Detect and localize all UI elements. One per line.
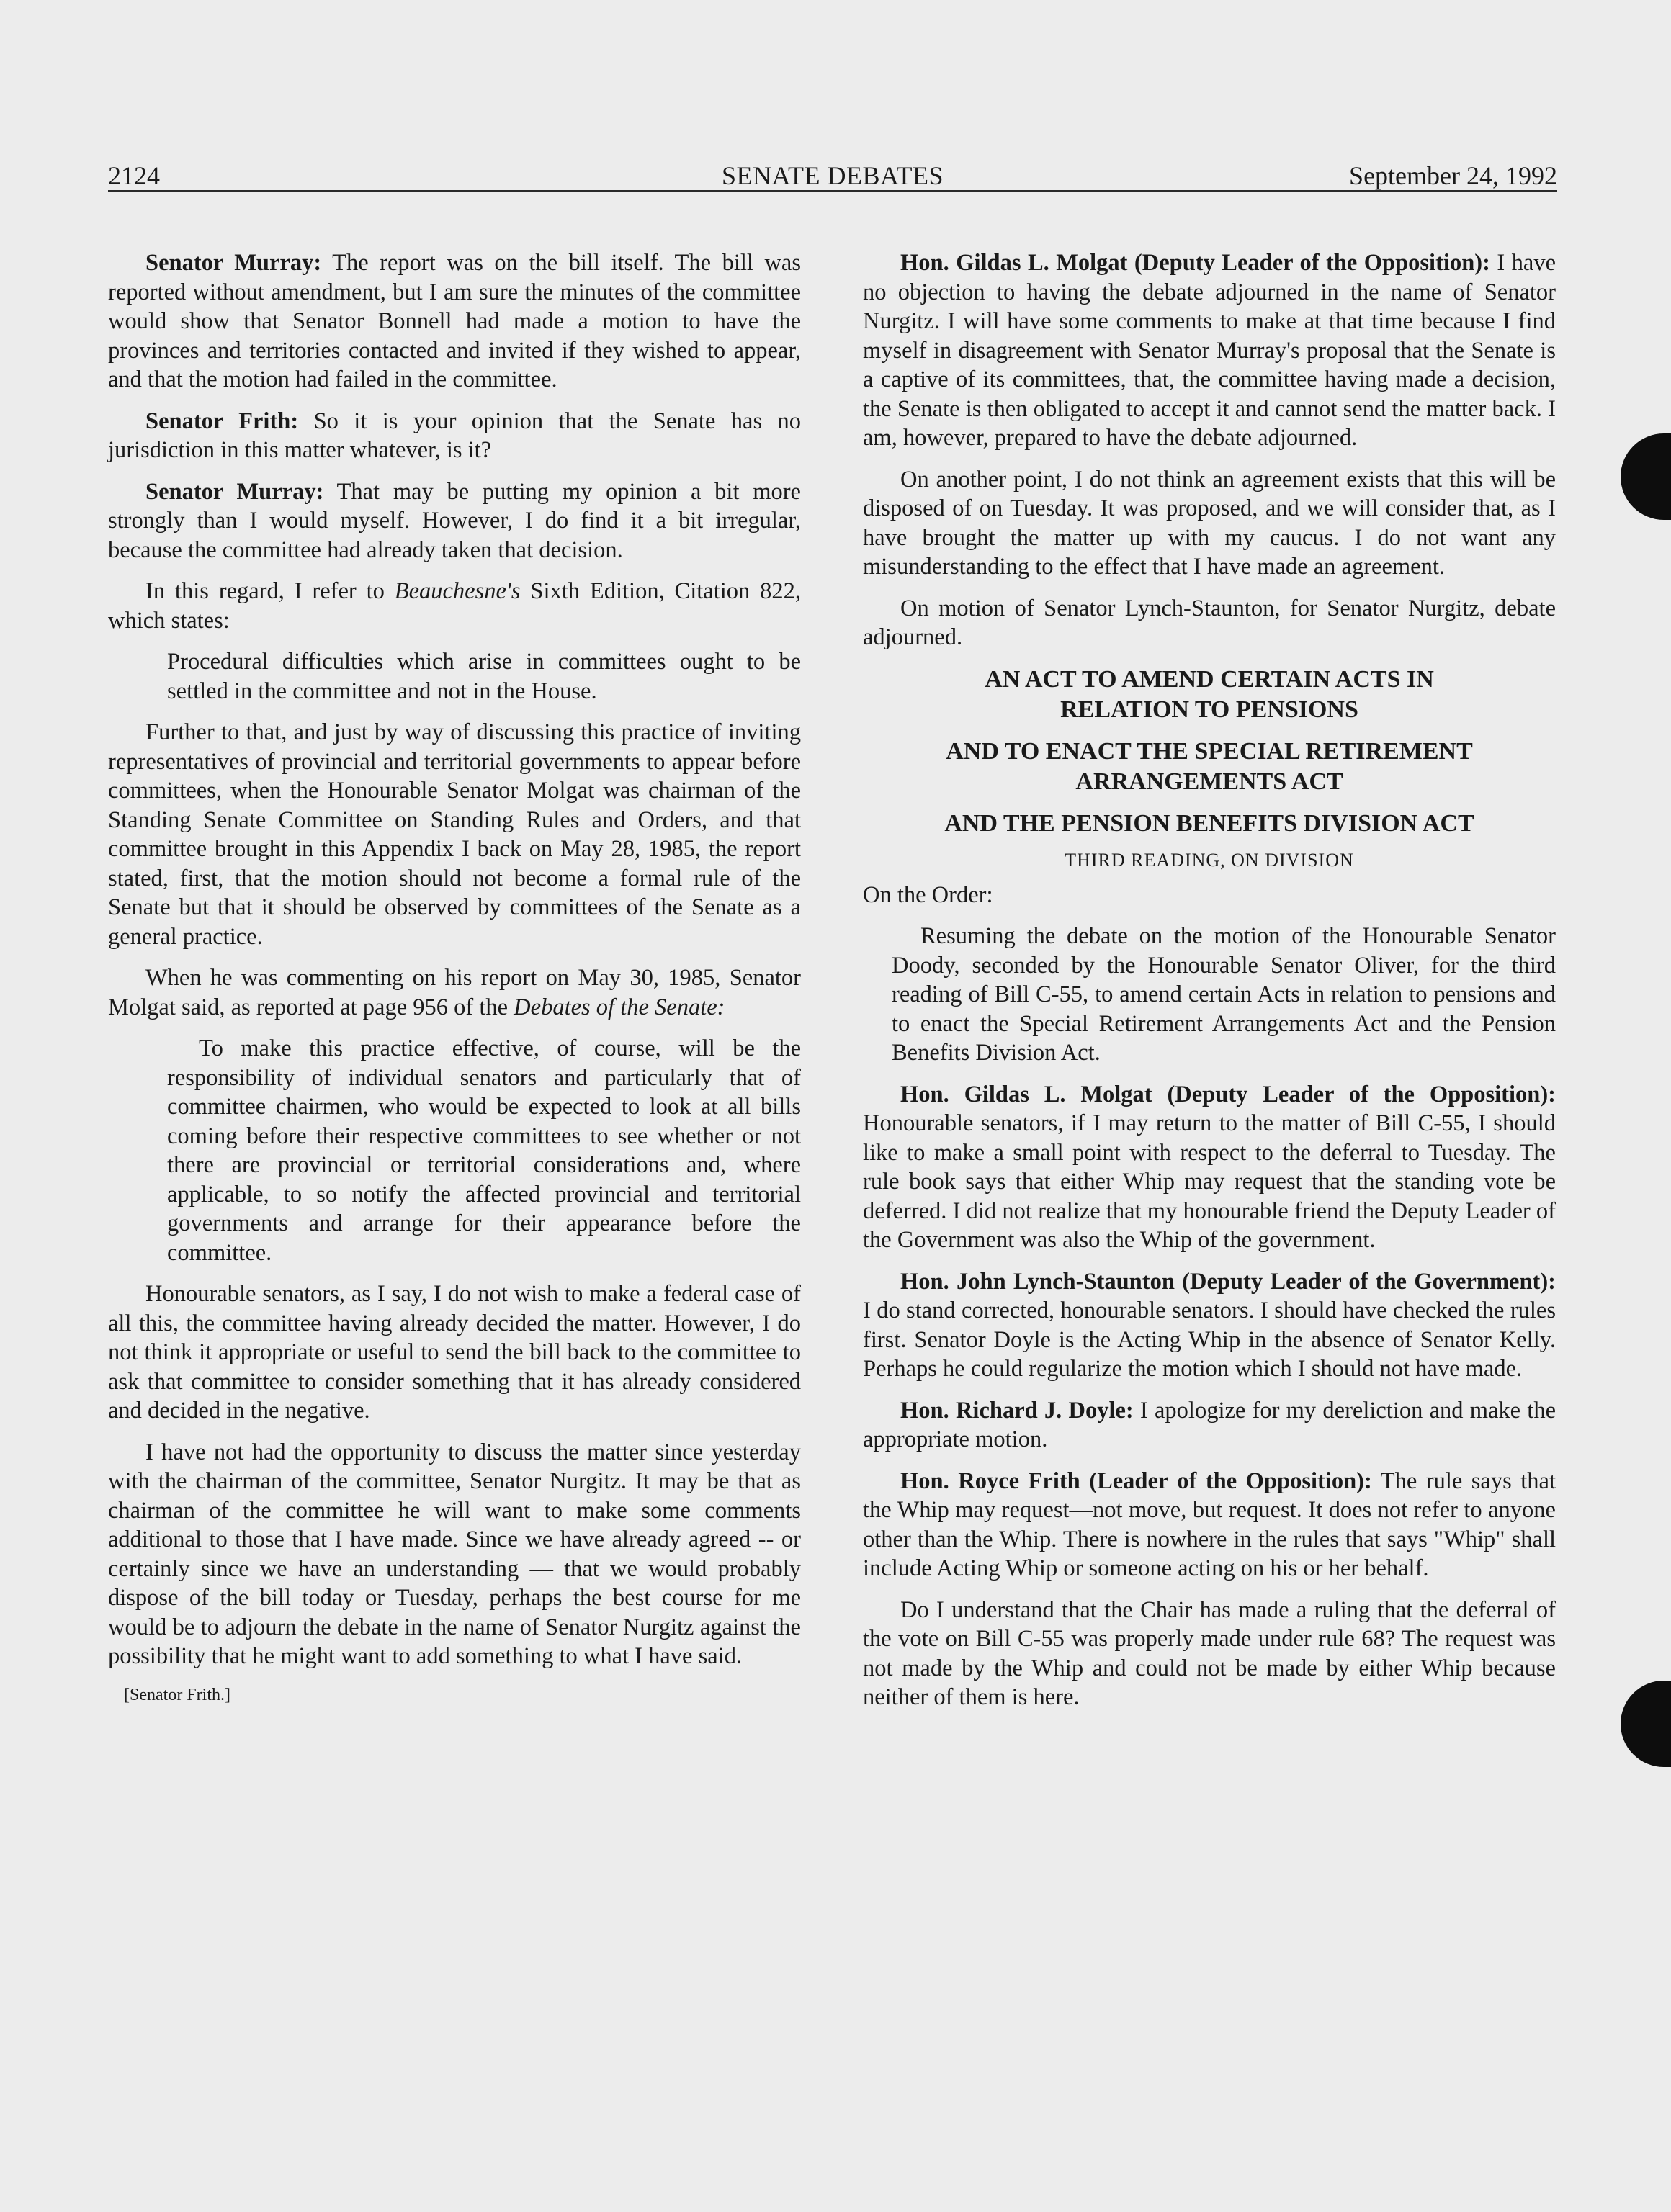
speech-text: When he was commenting on his report on May 30, 1985, Senator Molgat said, as reported at page 956 of the — [108, 965, 801, 1020]
speech-paragraph — [108, 407, 801, 465]
speech-paragraph — [863, 1467, 1556, 1583]
punch-hole-bottom — [1621, 1681, 1671, 1767]
speech-text: On another point, I do not think an agreement exists that this will be disposed of on Tuesday. It was proposed, and we will consider that, as I have brought the matter up with my caucus. I do not want any misunderstanding to the effect that I have made an agreement. — [863, 466, 1556, 580]
speaker-name: Hon. Gildas L. Molgat (Deputy Leader of the Opposition): — [900, 1081, 1556, 1107]
block-quote — [108, 1034, 801, 1267]
speech-paragraph — [863, 1267, 1556, 1384]
speech-paragraph — [108, 477, 801, 565]
issue-date: September 24, 1992 — [1349, 161, 1557, 190]
speech-text: Do I understand that the Chair has made a ruling that the deferral of the vote on Bill C-55 was properly made under rule 68? The request was not made by the Whip and could not be made by either Whip because neither of them is here. — [863, 1596, 1556, 1710]
block-quote — [108, 647, 801, 706]
speech-text: I have not had the opportunity to discuss the matter since yesterday with the chairman of the committee, Senator Nurgitz. It may be that as chairman of the committee he will want to make some comments additional to those that I have made. Since we have already agreed -- or certainly since we have an understanding — that we would probably dispose of the bill today or Tuesday, perhaps the best course for me would be to adjourn the debate in the name of Senator Nurgitz against the possibility that he might want to add something to what I have said. — [108, 1439, 801, 1669]
speech-paragraph — [863, 1396, 1556, 1455]
speech-text: So it is your opinion that the Senate has no jurisdiction in this matter whatever, is it? — [108, 408, 801, 463]
speech-text: On motion of Senator Lynch-Staunton, for Senator Nurgitz, debate adjourned. — [863, 595, 1556, 650]
speech-text: Further to that, and just by way of discussing this practice of inviting representatives of provincial and territorial governments to appear before committees, when the Honourable Senator Molgat was chairman of the Standing Senate Committee on Standing Rules and Orders, and that committee brought in this Appendix I back on May 28, 1985, the report stated, first, that the motion should not become a formal rule of the Senate but that it should be observed by committees of the Senate as a general practice. — [108, 719, 801, 950]
citation-title: Beauchesne's — [394, 578, 521, 604]
speech-text: The rule says that the Whip may request—not move, but request. It does not refer to anyone other than the Whip. There is nowhere in the rules that says "Whip" shall include Acting Whip or someone acting on his or her behalf. — [863, 1467, 1556, 1581]
speech-paragraph — [108, 1438, 801, 1671]
speaker-name: Hon. Gildas L. Molgat (Deputy Leader of the Opposition): — [900, 250, 1490, 276]
speech-text: Honourable senators, if I may return to the matter of Bill C-55, I should like to make a small point with respect to the deferral to Tuesday. The rule book says that either Whip may request that the standing vote be deferred. I did not realize that my honourable friend the Deputy Leader of the Government was also the Whip of the government. — [863, 1110, 1556, 1253]
speaker-footnote — [108, 1683, 801, 1707]
page-number: 2124 — [108, 161, 160, 190]
speech-text: That may be putting my opinion a bit more strongly than I would myself. However, I do find it a bit irregular, because the committee had already taken that decision. — [108, 478, 801, 563]
speech-paragraph — [108, 718, 801, 951]
punch-hole-top — [1621, 433, 1671, 520]
speech-paragraph — [108, 963, 801, 1022]
speech-text: I have no objection to having the debate adjourned in the name of Senator Nurgitz. I will have some comments to make at that time because I find myself in disagreement with Senator Murray's proposal that the Senate is a captive of its committees, that, the committee having made a decision, the Senate is then obligated to accept it and cannot send the matter back. I am, however, prepared to have the debate adjourned. — [863, 250, 1556, 451]
order-text — [863, 922, 1556, 1068]
speaker-name: Senator Murray: — [145, 250, 322, 276]
section-subheading: THIRD READING, ON DIVISION — [1065, 849, 1354, 871]
speaker-name: Senator Frith: — [145, 408, 299, 434]
quote-text: Procedural difficulties which arise in committees ought to be settled in the committee and not in the House. — [167, 649, 801, 704]
publication-title: SENATE DEBATES — [721, 161, 944, 190]
footnote-text: [Senator Frith.] — [124, 1685, 230, 1704]
section-heading: AN ACT TO AMEND CERTAIN ACTS IN RELATION TO PENSIONS — [985, 665, 1434, 723]
speaker-name: Senator Murray: — [145, 478, 324, 505]
speech-paragraph — [108, 1280, 801, 1426]
order-body: Resuming the debate on the motion of the Honourable Senator Doody, seconded by the Honourable Senator Oliver, for the third reading of Bill C-55, to amend certain Acts in relation to pensions and to enact the Special Retirement Arrangements Act and the Pension Benefits Division Act. — [892, 923, 1556, 1066]
speech-paragraph — [863, 465, 1556, 582]
speech-text: The report was on the bill itself. The bill was reported without amendment, but I am sure the minutes of the committee would show that Senator Bonnell had made a motion to have the provinces and territories contacted and invited if they wished to appear, and that the motion had failed in the committee. — [108, 250, 801, 392]
publication-reference: Debates of the Senate: — [514, 994, 725, 1020]
speaker-name: Hon. Royce Frith (Leader of the Opposition): — [900, 1467, 1372, 1494]
running-header — [108, 157, 1557, 194]
section-heading: AND THE PENSION BENEFITS DIVISION ACT — [944, 809, 1474, 837]
section-heading: AND TO ENACT THE SPECIAL RETIREMENT ARRANGEMENTS ACT — [946, 737, 1473, 795]
speech-text: I apologize for my dereliction and make the appropriate motion. — [863, 1397, 1556, 1452]
header-rule — [108, 190, 1557, 192]
right-column — [863, 248, 1556, 1725]
speech-paragraph — [863, 1596, 1556, 1712]
quote-text: To make this practice effective, of course, will be the responsibility of individual senators and particularly that of committee chairmen, who would be expected to look at all bills coming before their respective committees to see whether or not there are provincial or territorial considerations and, where applicable, to so notify the affected provincial and territorial governments and arrange for their appearance before the committee. — [167, 1035, 801, 1266]
speech-paragraph — [108, 248, 801, 395]
speech-paragraph — [863, 594, 1556, 652]
speech-paragraph — [863, 248, 1556, 453]
order-label: On the Order: — [863, 881, 993, 908]
speaker-name: Hon. Richard J. Doyle: — [900, 1397, 1134, 1424]
speech-paragraph — [108, 577, 801, 635]
speech-text: Sixth Edition, Citation 822, which states: — [108, 578, 802, 634]
speech-text: In this regard, I refer to — [145, 578, 395, 604]
speech-text: Honourable senators, as I say, I do not wish to make a federal case of all this, the committee having already decided the matter. However, I do not think it appropriate or useful to send the bill back to the committee to ask that committee to consider something that it has already considered and decided in the negative. — [108, 1281, 801, 1424]
speaker-name: Hon. John Lynch-Staunton (Deputy Leader of the Government): — [900, 1268, 1556, 1295]
left-column — [108, 248, 801, 1719]
speech-paragraph — [863, 1080, 1556, 1255]
speech-text: I do stand corrected, honourable senators. I should have checked the rules first. Senator Doyle is the Acting Whip in the absence of Senator Kelly. Perhaps he could regularize the motion which I should not have made. — [863, 1298, 1556, 1382]
